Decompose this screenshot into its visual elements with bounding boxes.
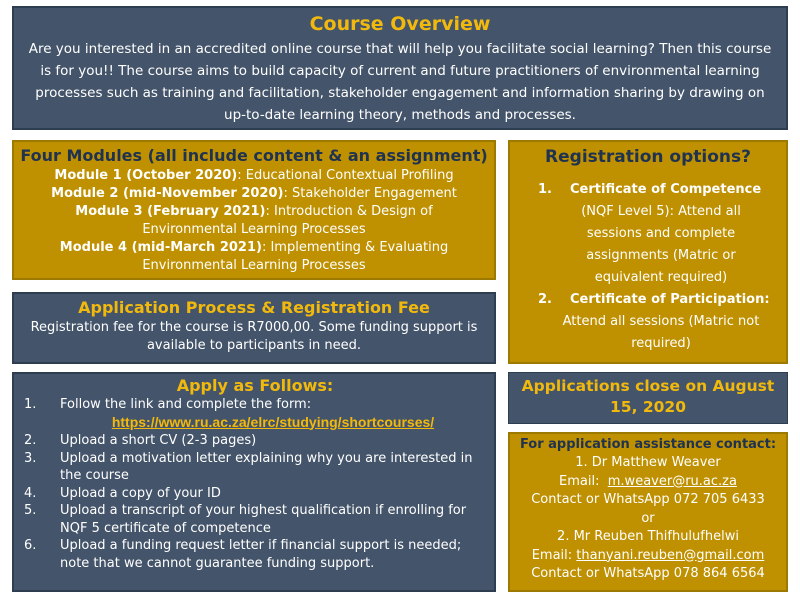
registration-option-2-num: 2. xyxy=(538,292,552,307)
module-item-4 xyxy=(20,239,488,275)
module-1-label: Module 1 (October 2020) xyxy=(54,168,238,183)
registration-options-title: Registration options? xyxy=(545,147,751,167)
apply-step-4-num: 4. xyxy=(24,485,37,501)
apply-step-2 xyxy=(24,432,486,450)
apply-step-2-num: 2. xyxy=(24,433,37,448)
apply-title: Apply as Follows: xyxy=(176,376,334,395)
course-overview-panel xyxy=(12,6,788,130)
deadline-line-1: Applications close on August xyxy=(521,377,775,395)
module-item-3 xyxy=(20,203,488,239)
contact-or: or xyxy=(641,510,655,526)
contact-1-email-label: Email: xyxy=(559,473,600,489)
apply-panel xyxy=(12,372,496,592)
apply-step-1 xyxy=(24,396,486,432)
contact-2-phone: Contact or WhatsApp 078 864 6564 xyxy=(531,566,765,581)
module-item-1 xyxy=(20,167,488,185)
contact-1-email-link[interactable]: m.weaver@ru.ac.za xyxy=(607,473,737,489)
module-4-text: Implementing & Evaluating Environmental Learning Processes xyxy=(142,240,449,273)
contact-2-name: 2. Mr Reuben Thifhulufhelwi xyxy=(557,529,739,544)
module-3-label: Module 3 (February 2021) xyxy=(75,204,266,219)
module-4-sep: : xyxy=(261,240,271,255)
registration-option-1-desc: (NQF Level 5): Attend all sessions and complete assignments (Matric or equivalent required) xyxy=(581,204,741,285)
fee-panel xyxy=(12,292,496,364)
apply-step-3-num: 3. xyxy=(24,450,37,466)
contact-panel xyxy=(508,432,788,592)
apply-step-4 xyxy=(24,485,486,503)
apply-step-5-num: 5. xyxy=(24,503,37,518)
apply-step-6 xyxy=(24,537,486,572)
course-form-link[interactable]: https://www.ru.ac.za/elrc/studying/shortcourses/ xyxy=(111,413,435,430)
contact-1-phone: Contact or WhatsApp 072 705 6433 xyxy=(531,492,765,507)
course-overview-title: Course Overview xyxy=(309,13,491,35)
module-2-text: Stakeholder Engagement xyxy=(291,186,457,201)
module-3-text: Introduction & Design of Environmental Learning Processes xyxy=(142,204,433,237)
apply-step-1-num: 1. xyxy=(24,397,37,412)
apply-step-1-text: Follow the link and complete the form: xyxy=(60,397,312,412)
module-4-label: Module 4 (mid-March 2021) xyxy=(59,240,262,255)
registration-option-2-name: Certificate of Participation: xyxy=(570,292,770,307)
course-overview-text: Are you interested in an accredited online course that will help you facilitate social learning? Then this course is for you!! The course aims to build capacity of current and future practitioners of environmental learning processes such as training and facilitation, stakeholder engagement and information sharing by drawing on up-to-date learning theory, methods and processes. xyxy=(28,41,772,123)
module-2-label: Module 2 (mid-November 2020) xyxy=(51,186,284,201)
contact-2-email-link[interactable]: thanyani.reuben@gmail.com xyxy=(576,547,765,563)
registration-option-2 xyxy=(518,289,778,355)
apply-step-5 xyxy=(24,502,486,537)
registration-option-2-desc: Attend all sessions (Matric not required) xyxy=(562,314,760,351)
module-2-sep: : xyxy=(283,186,292,201)
contact-2-email-label: Email: xyxy=(531,547,573,563)
apply-step-3 xyxy=(24,450,486,485)
registration-options-panel xyxy=(508,140,788,364)
apply-step-4-text: Upload a copy of your ID xyxy=(60,485,221,501)
apply-step-6-num: 6. xyxy=(24,538,37,553)
apply-step-2-text: Upload a short CV (2-3 pages) xyxy=(60,433,257,448)
apply-step-5-text: Upload a transcript of your highest qualification if enrolling for NQF 5 certificate of competence xyxy=(60,503,467,536)
contact-1-name: 1. Dr Matthew Weaver xyxy=(575,455,721,470)
deadline-panel xyxy=(508,372,788,424)
module-item-2 xyxy=(20,185,488,203)
modules-title: Four Modules (all include content & an assignment) xyxy=(20,146,488,165)
fee-title: Application Process & Registration Fee xyxy=(78,298,430,317)
registration-option-1-num: 1. xyxy=(538,182,552,197)
module-3-sep: : xyxy=(265,204,275,219)
deadline-line-2: 15, 2020 xyxy=(610,398,686,416)
registration-option-1-name: Certificate of Competence xyxy=(570,182,762,197)
module-1-text: Educational Contextual Profiling xyxy=(245,168,454,183)
fee-text: Registration fee for the course is R7000,00. Some funding support is available to participants in need. xyxy=(30,320,478,353)
apply-step-6-text: Upload a funding request letter if financial support is needed; note that we cannot guarantee funding support. xyxy=(60,538,462,571)
registration-option-1 xyxy=(518,179,778,289)
apply-step-3-text: Upload a motivation letter explaining why you are interested in the course xyxy=(60,450,473,483)
contact-2-email-row xyxy=(514,547,782,566)
contact-1-email-row xyxy=(514,473,782,492)
contact-title: For application assistance contact: xyxy=(519,437,777,452)
modules-panel xyxy=(12,140,496,280)
module-1-sep: : xyxy=(237,168,246,183)
apply-steps xyxy=(24,396,486,572)
